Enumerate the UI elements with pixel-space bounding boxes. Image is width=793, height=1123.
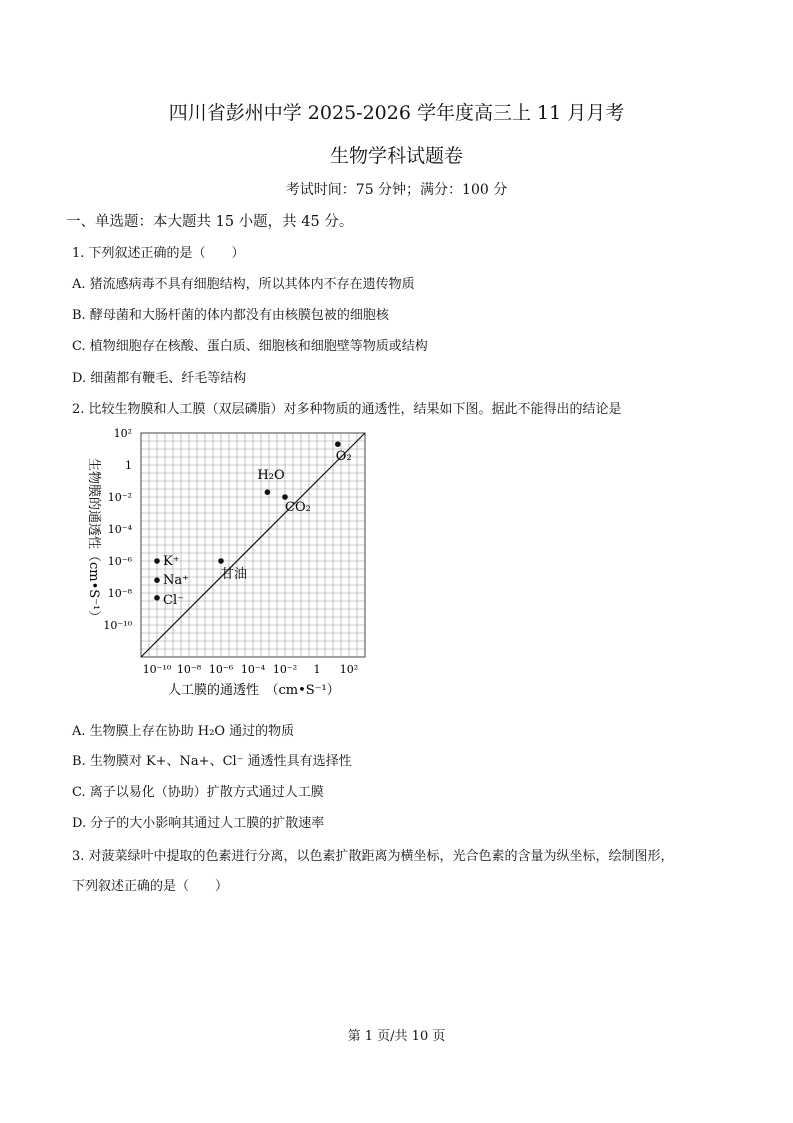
data-point-label: CO₂ <box>285 500 311 515</box>
x-tick-label: 10⁻⁸ <box>176 663 202 676</box>
y-tick-label: 10⁻⁶ <box>107 555 132 568</box>
x-tick-label: 10⁻² <box>272 663 298 676</box>
y-tick-label: 1 <box>125 459 132 472</box>
data-point <box>154 577 160 583</box>
x-tick-label: 10⁻⁴ <box>240 663 266 676</box>
data-point <box>218 558 224 564</box>
page-title: 四川省彭州中学 2025-2026 学年度高三上 11 月月考 <box>168 102 625 124</box>
q1-option-d: D. 细菌都有鞭毛、纤毛等结构 <box>72 371 247 386</box>
exam-info: 考试时间：75 分钟；满分：100 分 <box>285 182 508 198</box>
q3-stem-line1: 3. 对菠菜绿叶中提取的色素进行分离，以色素扩散距离为横坐标，光合色素的含量为纵坐标，绘制图形， <box>72 849 674 864</box>
q2-option-d: D. 分子的大小影响其通过人工膜的扩散速率 <box>72 816 325 831</box>
q1-option-c: C. 植物细胞存在核酸、蛋白质、细胞核和细胞壁等物质或结构 <box>72 339 428 354</box>
page-footer: 第 1 页/共 10 页 <box>347 1029 446 1044</box>
q1-option-b: B. 酵母菌和大肠杆菌的体内都没有由核膜包被的细胞核 <box>72 308 389 323</box>
chart-marks <box>86 427 365 676</box>
y-tick-label: 10⁻² <box>107 491 132 504</box>
data-point <box>154 558 160 564</box>
x-tick-label: 10² <box>339 663 359 676</box>
y-tick-label: 10⁻⁴ <box>107 523 132 536</box>
data-point <box>265 489 271 495</box>
data-point-label: H₂O <box>257 468 285 484</box>
q1-stem: 1. 下列叙述正确的是（ ） <box>72 246 245 261</box>
y-tick-label: 10⁻¹⁰ <box>103 619 132 632</box>
q2-option-b: B. 生物膜对 K+、Na+、Cl⁻ 通透性具有选择性 <box>72 754 352 769</box>
data-point-label: Cl⁻ <box>163 592 184 608</box>
x-tick-label: 1 <box>313 663 321 676</box>
q3-stem-line2: 下列叙述正确的是（ ） <box>72 879 229 894</box>
q2-stem: 2. 比较生物膜和人工膜（双层磷脂）对多种物质的通透性，结果如下图。据此不能得出的结论是 <box>72 402 622 417</box>
data-point-label: O₂ <box>335 449 352 465</box>
data-point <box>154 595 160 601</box>
y-tick-label: 10² <box>113 427 132 440</box>
y-tick-label: 10⁻⁸ <box>107 587 132 600</box>
data-point-label: K⁺ <box>163 554 180 569</box>
section-heading: 一、单选题：本大题共 15 小题，共 45 分。 <box>66 214 354 230</box>
data-point-label: Na⁺ <box>163 573 189 589</box>
x-tick-label: 10⁻⁶ <box>208 663 234 676</box>
x-tick-label: 10⁻¹⁰ <box>142 663 172 676</box>
x-axis-label: 人工膜的通透性 （cm•S⁻¹） <box>168 683 340 698</box>
data-point-label: 甘油 <box>221 567 248 582</box>
y-axis-label: 生物膜的通透性（cm•S⁻¹） <box>86 458 101 624</box>
permeability-chart <box>80 420 390 710</box>
q1-option-a: A. 猪流感病毒不具有细胞结构，所以其体内不存在遗传物质 <box>72 277 415 292</box>
q2-option-a: A. 生物膜上存在协助 H₂O 通过的物质 <box>72 724 295 739</box>
data-point <box>282 494 288 500</box>
q2-option-c: C. 离子以易化（协助）扩散方式通过人工膜 <box>72 785 324 800</box>
data-point <box>335 441 341 447</box>
page-subtitle: 生物学科试题卷 <box>329 145 463 167</box>
